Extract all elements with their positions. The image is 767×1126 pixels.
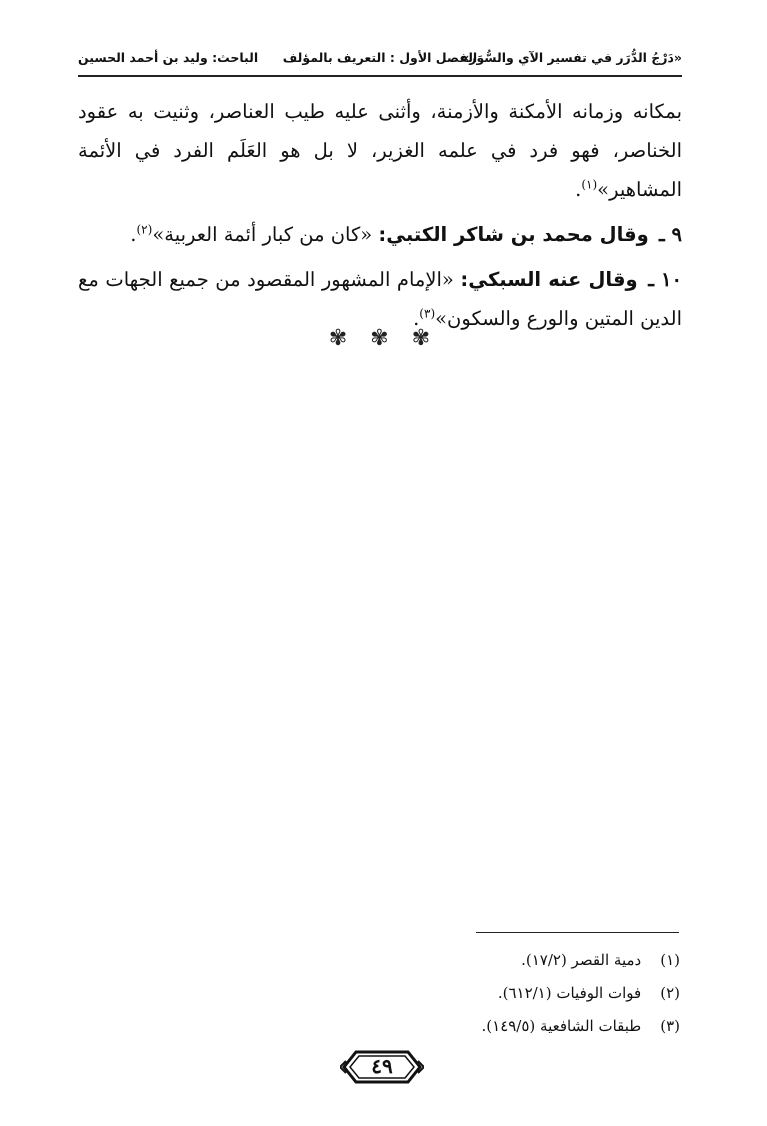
item-number: ١٠ ـ <box>648 268 682 291</box>
page-number-text: ٤٩ <box>371 1054 393 1078</box>
main-text <box>78 92 682 338</box>
book-title: «دَرْجُ الدُّرَر في تفسير الآي والسُّوَر» <box>461 50 682 65</box>
period: . <box>130 223 137 246</box>
header-divider <box>78 75 682 77</box>
footnote-ref-3: (٣) <box>419 306 436 321</box>
period: . <box>575 178 582 201</box>
section-ornament: ✾ ✾ ✾ <box>328 326 439 351</box>
page-number <box>340 1048 424 1086</box>
footnote-ref-2: (٢) <box>136 222 153 237</box>
footnote <box>330 977 680 1010</box>
item-number: ٩ ـ <box>659 223 682 246</box>
footnote-number: (٣) <box>660 1017 680 1035</box>
chapter-title: الفصل الأول : التعريف بالمؤلف <box>282 50 478 65</box>
footnote-number: (١) <box>660 951 680 969</box>
item-speaker: وقال محمد بن شاكر الكتبي: <box>378 223 649 246</box>
item-speaker: وقال عنه السبكي: <box>460 268 638 291</box>
paragraph-text: بمكانه وزمانه الأمكنة والأزمنة، وأثنى عليه طيب العناصر، وثنيت به عقود الخناصر، فهو فرد في علمه الغزير، لا بل هو العَلَم الفرد في الأئمة المشاهير» <box>78 100 682 201</box>
item-quote: «الإمام المشهور المقصود من جميع الجهات مع الدين المتين والورع والسكون» <box>78 268 682 330</box>
footnote <box>330 944 680 977</box>
footnote-ref-1: (١) <box>581 177 598 192</box>
running-header <box>78 44 682 70</box>
footnote-text: فوات الوفيات (٦١٢/١). <box>497 984 642 1002</box>
footnote-text: دمية القصر (١٧/٢). <box>521 951 642 969</box>
period: . <box>413 307 420 330</box>
footnote-number: (٢) <box>660 984 680 1002</box>
list-item-9 <box>78 215 682 254</box>
footnote-text: طبقات الشافعية (١٤٩/٥). <box>481 1017 642 1035</box>
author-name: الباحث: وليد بن أحمد الحسين <box>78 50 259 65</box>
item-quote: «كان من كبار أئمة العربية» <box>152 223 373 246</box>
paragraph-continuation <box>78 92 682 209</box>
footnote <box>330 1010 680 1043</box>
footnote-divider <box>476 932 679 933</box>
footnotes <box>330 944 680 1043</box>
